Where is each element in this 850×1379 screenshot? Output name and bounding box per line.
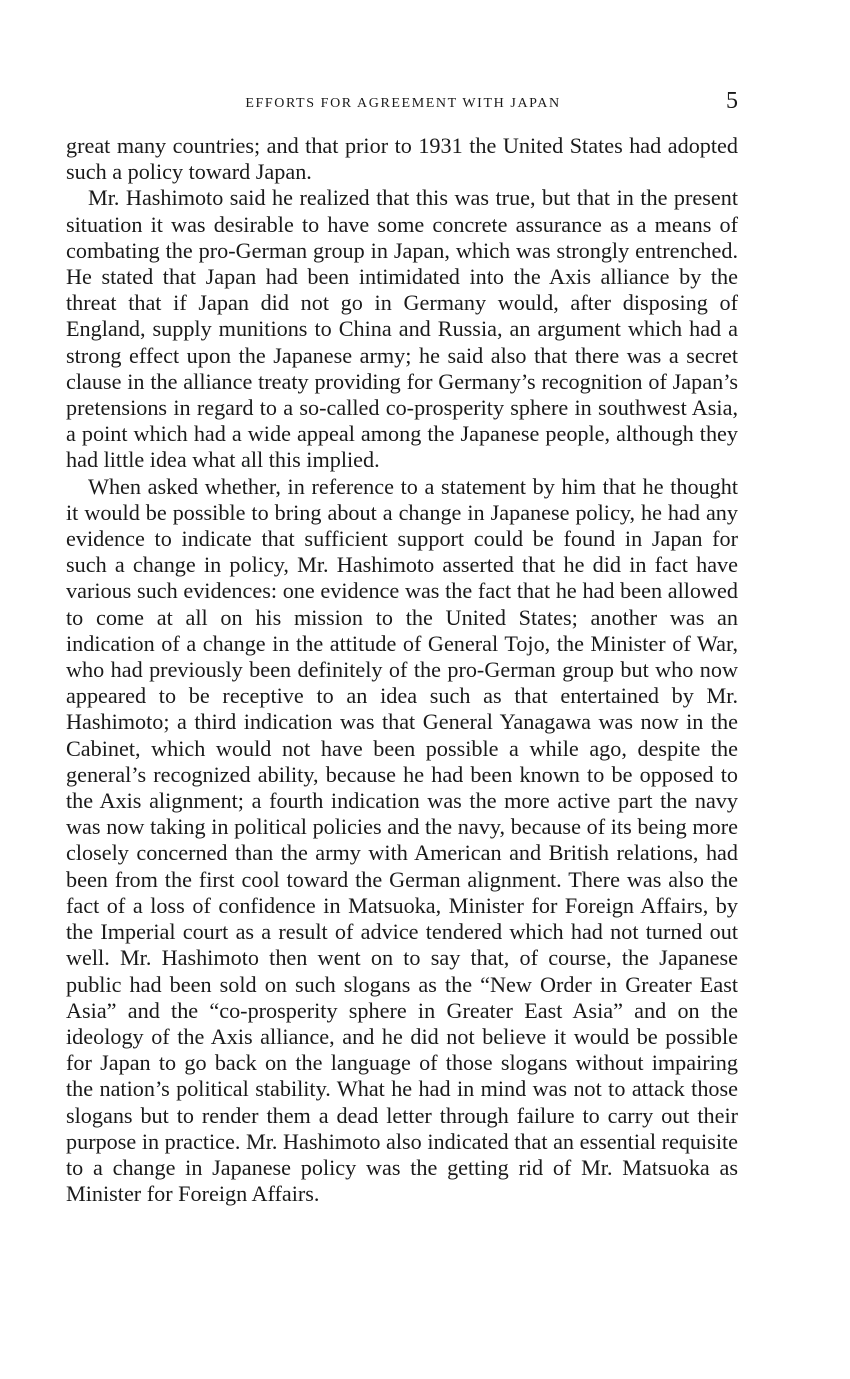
running-head [66, 88, 740, 118]
paragraph-continued: great many countries; and that prior to 1931 the United States had adopted such a policy toward Japan. [66, 133, 738, 185]
running-title: EFFORTS FOR AGREEMENT WITH JAPAN [245, 96, 561, 111]
paragraph-evidence-of-change: When asked whether, in reference to a statement by him that he thought it would be possible to bring about a change in Japanese policy, he had any evidence to indicate that sufficient support could be found in Japan for such a change in policy, Mr. Hashimoto asserted that he did in fact have various such evidences: one evidence was the fact that he had been allowed to come at all on his mission to the United States; another was an indication of a change in the attitude of General Tojo, the Minister of War, who had previously been definitely of the pro-German group but who now appeared to be receptive to an idea such as that entertained by Mr. Hashimoto; a third indication was that General Yanagawa was now in the Cabinet, which would not have been possible a while ago, despite the general’s recognized ability, because he had been known to be opposed to the Axis alignment; a fourth indication was the more active part the navy was now taking in political policies and the navy, because of its being more closely concerned than the army with American and British relations, had been from the first cool toward the German alignment. There was also the fact of a loss of confidence in Matsuoka, Minister for Foreign Affairs, by the Imperial court as a result of advice tendered which had not turned out well. Mr. Hashimoto then went on to say that, of course, the Japanese public had been sold on such slogans as the “New Order in Greater East Asia” and the “co-prosperity sphere in Greater East Asia” and on the ideology of the Axis alliance, and he did not believe it would be possible for Japan to go back on the language of those slogans without impairing the nation’s political stability. What he had in mind was not to attack those slogans but to render them a dead letter through failure to carry out their purpose in practice. Mr. Hashimoto also indicated that an essential requisite to a change in Japanese policy was the getting rid of Mr. Matsuoka as Minister for Foreign Affairs. [66, 473, 738, 1207]
body-text [66, 133, 738, 1207]
paragraph-hashimoto-assurance: Mr. Hashimoto said he realized that this was true, but that in the present situation it was desirable to have some concrete assurance as a means of combating the pro-German group in Japan, which was strongly entrenched. He stated that Japan had been intimidated into the Axis alliance by the threat that if Japan did not go in Germany would, after disposing of England, supply munitions to China and Russia, an argument which had a strong effect upon the Japanese army; he said also that there was a secret clause in the alliance treaty providing for Germany’s recognition of Japan’s pretensions in regard to a so-called co-prosperity sphere in southwest Asia, a point which had a wide appeal among the Japanese people, although they had little idea what all this implied. [66, 185, 738, 473]
page-number: 5 [726, 88, 738, 114]
